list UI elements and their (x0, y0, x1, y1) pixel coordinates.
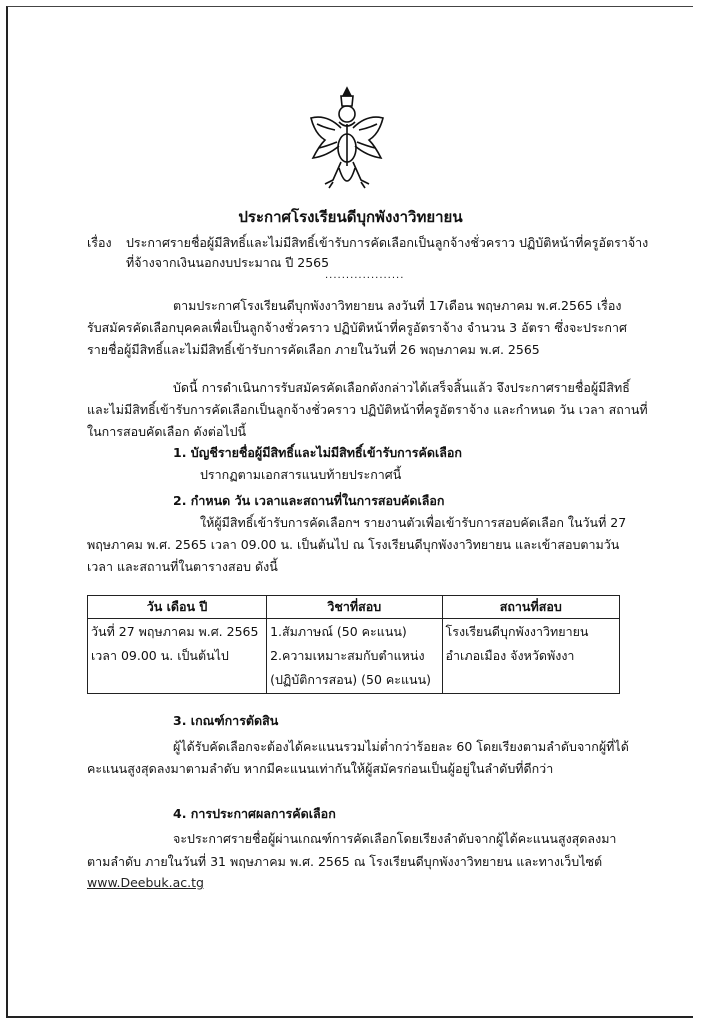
exam-schedule-table (87, 595, 620, 694)
website-link[interactable]: www.Deebuk.ac.tg (87, 875, 204, 890)
para1-line: รายชื่อผู้มีสิทธิ์และไม่มีสิทธิ์เข้ารับการคัดเลือก ภายในวันที่ 26 พฤษภาคม พ.ศ. 2565 (87, 342, 540, 357)
table-header-date: วัน เดือน ปี (88, 596, 267, 619)
section-4-line: จะประกาศรายชื่อผู้ผ่านเกณฑ์การคัดเลือกโดยเรียงลำดับจากผู้ได้คะแนนสูงสุดลงมา (173, 831, 617, 846)
para1-line: ตามประกาศโรงเรียนดีบุกพังงาวิทยายน ลงวันที่ 17เดือน พฤษภาคม พ.ศ.2565 เรื่อง (173, 298, 622, 313)
section-2-heading: 2. กำหนด วัน เวลาและสถานที่ในการสอบคัดเลือก (173, 493, 445, 508)
para1-line: รับสมัครคัดเลือกบุคคลเพื่อเป็นลูกจ้างชั่วคราว ปฏิบัติหน้าที่ครูอัตราจ้าง จำนวน 3 อัตรา ซึ่งจะประกาศ (87, 320, 627, 335)
subject-line-1: ประกาศรายชื่อผู้มีสิทธิ์และไม่มีสิทธิ์เข้ารับการคัดเลือกเป็นลูกจ้างชั่วคราว ปฏิบัติหน้าที่ครูอัตราจ้าง (126, 235, 649, 250)
subject-line: 1.สัมภาษณ์ (50 คะแนน) (270, 624, 407, 639)
section-2-line: เวลา และสถานที่ในตารางสอบ ดังนี้ (87, 559, 278, 574)
subject-line-2: ที่จ้างจากเงินนอกงบประมาณ ปี 2565 (126, 255, 330, 270)
section-4-line: ตามลำดับ ภายในวันที่ 31 พฤษภาคม พ.ศ. 2565 ณ โรงเรียนดีบุกพังงาวิทยายน และทางเว็บไซต์ (87, 854, 603, 869)
time-line: เวลา 09.00 น. เป็นต้นไป (91, 648, 229, 663)
subject-line: (ปฏิบัติการสอน) (50 คะแนน) (270, 672, 432, 687)
location-line: อำเภอเมือง จังหวัดพังงา (445, 648, 575, 663)
subject-label: เรื่อง (87, 235, 112, 250)
table-cell-subject (267, 619, 442, 694)
separator-dots: ................... (325, 270, 405, 281)
section-2-line: ให้ผู้มีสิทธิ์เข้ารับการคัดเลือกฯ รายงานตัวเพื่อเข้ารับการสอบคัดเลือก ในวันที่ 27 (200, 515, 627, 530)
table-cell-date (88, 619, 267, 694)
document-title: ประกาศโรงเรียนดีบุกพังงาวิทยายน (238, 208, 463, 226)
section-1-line: ปรากฏตามเอกสารแนบท้ายประกาศนี้ (200, 467, 402, 482)
section-4-heading: 4. การประกาศผลการคัดเลือก (173, 806, 336, 821)
table-row (88, 619, 620, 694)
table-cell-location (442, 619, 619, 694)
garuda-emblem-icon (305, 84, 389, 196)
date-line: วันที่ 27 พฤษภาคม พ.ศ. 2565 (91, 624, 259, 639)
section-1-heading: 1. บัญชีรายชื่อผู้มีสิทธิ์และไม่มีสิทธิ์เข้ารับการคัดเลือก (173, 445, 462, 460)
section-3-heading: 3. เกณฑ์การตัดสิน (173, 713, 279, 728)
section-3-line: ผู้ได้รับคัดเลือกจะต้องได้คะแนนรวมไม่ต่ำกว่าร้อยละ 60 โดยเรียงตามลำดับจากผู้ที่ได้ (173, 739, 629, 754)
location-line: โรงเรียนดีบุกพังงาวิทยายน (445, 624, 589, 639)
para2-line: บัดนี้ การดำเนินการรับสมัครคัดเลือกดังกล่าวได้เสร็จสิ้นแล้ว จึงประกาศรายชื่อผู้มีสิทธิ์ (173, 380, 630, 395)
section-3-line: คะแนนสูงสุดลงมาตามลำดับ หากมีคะแนนเท่ากันให้ผู้สมัครก่อนเป็นผู้อยู่ในลำดับที่ดีกว่า (87, 761, 554, 776)
subject-line: 2.ความเหมาะสมกับตำแหน่ง (270, 648, 425, 663)
table-header-row (88, 596, 620, 619)
section-2-line: พฤษภาคม พ.ศ. 2565 เวลา 09.00 น. เป็นต้นไป ณ โรงเรียนดีบุกพังงาวิทยายน และเข้าสอบตามวัน (87, 537, 620, 552)
para2-line: ในการสอบคัดเลือก ดังต่อไปนี้ (87, 424, 247, 439)
table-header-location: สถานที่สอบ (442, 596, 619, 619)
para2-line: และไม่มีสิทธิ์เข้ารับการคัดเลือกเป็นลูกจ้างชั่วคราว ปฏิบัติหน้าที่ครูอัตราจ้าง และกำหนด วัน เวลา สถานที่ (87, 402, 648, 417)
table-header-subject: วิชาที่สอบ (267, 596, 442, 619)
